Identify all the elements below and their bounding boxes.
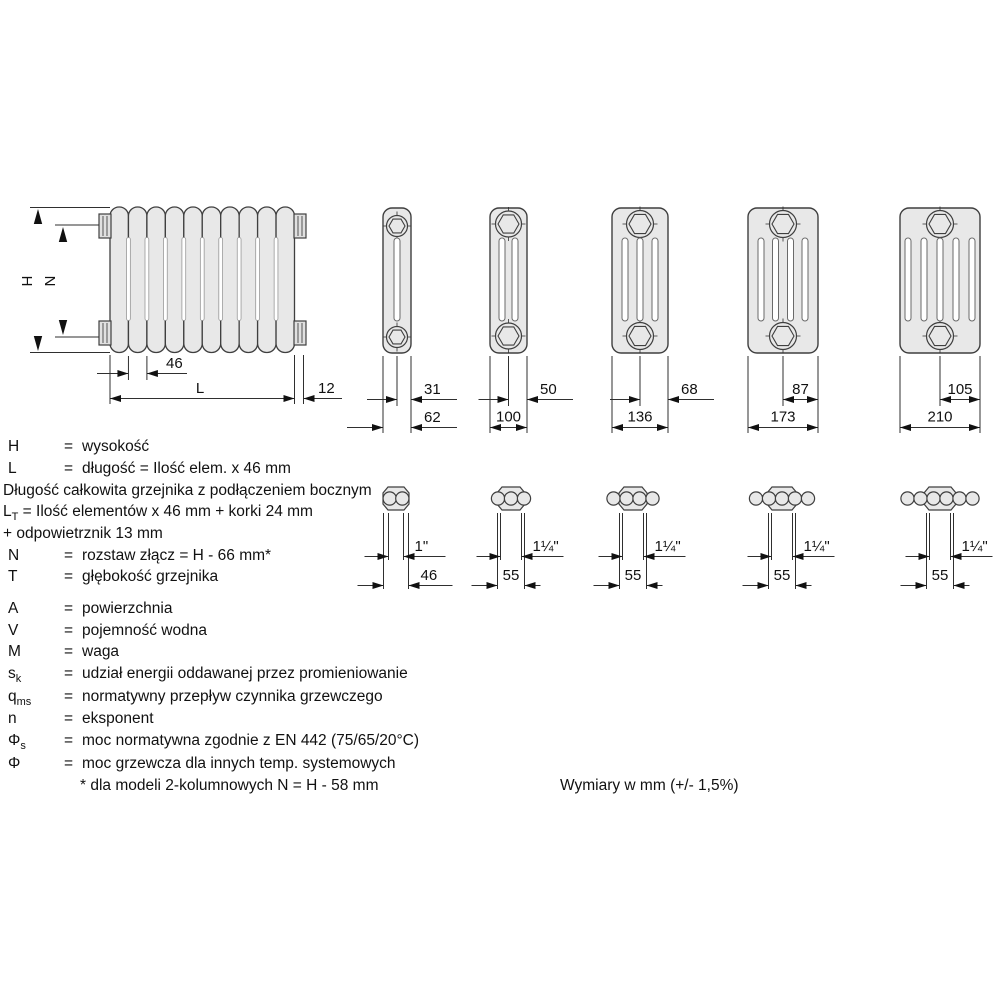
dim-label-width: 55 bbox=[931, 567, 949, 584]
legend-text: eksponent bbox=[82, 710, 154, 727]
legend-equals: = bbox=[64, 438, 74, 455]
dim-arrow bbox=[919, 553, 930, 560]
legend-text: normatywny przepływ czynnika grzewczego bbox=[82, 688, 383, 705]
section-slot bbox=[758, 238, 764, 321]
legend-row-L bbox=[0, 460, 560, 482]
radiator-tube bbox=[110, 207, 128, 353]
dim-arrow bbox=[954, 582, 965, 589]
dim-arrow bbox=[117, 370, 128, 377]
legend-symbol: M bbox=[8, 643, 21, 660]
dim-arrow bbox=[796, 582, 807, 589]
legend-row-LT bbox=[3, 503, 313, 523]
dim-arrow bbox=[498, 396, 509, 403]
legend-text: + odpowietrznik 13 mm bbox=[3, 525, 163, 542]
column-tube-circle bbox=[383, 492, 396, 505]
dim-label-half-depth: 105 bbox=[947, 381, 973, 398]
legend-equals: = bbox=[64, 732, 74, 749]
dim-label-height: H bbox=[18, 275, 35, 287]
legend-symbol: $s_k$ bbox=[8, 665, 22, 686]
section-slot bbox=[637, 238, 643, 321]
dim-arrow bbox=[411, 396, 422, 403]
dim-label-half-depth: 87 bbox=[792, 381, 809, 398]
legend-equals: = bbox=[64, 688, 74, 705]
legend-symbol: A bbox=[8, 600, 19, 617]
legend-text: moc grzewcza dla innych temp. systemowych bbox=[82, 755, 396, 772]
column-tube-circle bbox=[801, 492, 814, 505]
dim-arrow bbox=[609, 582, 620, 589]
dim-label-connection: 1¼" bbox=[654, 538, 681, 555]
legend-row-T bbox=[0, 568, 560, 590]
radiator-tube bbox=[202, 207, 220, 353]
dim-arrow bbox=[916, 582, 927, 589]
legend-row-footnote-2col bbox=[80, 777, 378, 795]
radiator-tube bbox=[276, 207, 294, 353]
section-slot bbox=[622, 238, 628, 321]
dim-arrow bbox=[951, 553, 962, 560]
section-slot bbox=[937, 238, 943, 321]
dim-arrow bbox=[372, 424, 383, 431]
side-connection-plug bbox=[99, 214, 111, 238]
radiator-tube bbox=[258, 207, 276, 353]
column-tube-circle bbox=[504, 492, 517, 505]
section-4-column bbox=[610, 207, 714, 434]
section-slot bbox=[953, 238, 959, 321]
column-tube-circle bbox=[749, 492, 762, 505]
legend-text: powierzchnia bbox=[82, 600, 173, 617]
column-tube-circle bbox=[646, 492, 659, 505]
section-2-column bbox=[347, 208, 457, 433]
legend-symbol: V bbox=[8, 622, 19, 639]
column-tube-circle bbox=[940, 492, 953, 505]
legend-text: wysokość bbox=[82, 438, 150, 455]
dim-arrow bbox=[793, 553, 804, 560]
legend-symbol: T bbox=[8, 568, 18, 585]
dim-arrow bbox=[900, 424, 911, 431]
dim-arrow bbox=[147, 370, 158, 377]
legend-row-sk bbox=[0, 665, 560, 687]
legend-equals: = bbox=[64, 710, 74, 727]
legend-equals: = bbox=[64, 460, 74, 477]
legend-row-M bbox=[0, 643, 560, 665]
section-slot bbox=[969, 238, 975, 321]
legend-symbol: N bbox=[8, 547, 20, 564]
column-tube-circle bbox=[762, 492, 775, 505]
radiator-tube bbox=[147, 207, 165, 353]
legend-symbol: $q_{ms}$ bbox=[8, 688, 32, 709]
column-tube-circle bbox=[788, 492, 801, 505]
section-slot bbox=[905, 238, 911, 321]
legend-equals: = bbox=[64, 665, 74, 682]
top-view-5-column bbox=[743, 487, 835, 589]
section-slot bbox=[499, 238, 505, 321]
radiator-tube bbox=[221, 207, 239, 353]
dim-arrow bbox=[110, 395, 121, 402]
tube-gap-slot bbox=[237, 238, 241, 321]
section-slot bbox=[921, 238, 927, 321]
dim-arrow bbox=[527, 396, 538, 403]
column-tube-circle bbox=[633, 492, 646, 505]
dim-arrow bbox=[629, 396, 640, 403]
tube-gap-slot bbox=[127, 238, 131, 321]
dim-label-half-depth: 50 bbox=[540, 381, 557, 398]
tube-gap-slot bbox=[145, 238, 149, 321]
radiator-tube bbox=[239, 207, 257, 353]
legend-symbol: $\Phi_s$ bbox=[8, 732, 26, 753]
tube-gap-slot bbox=[274, 238, 278, 321]
legend-equals: = bbox=[64, 600, 74, 617]
legend-text: głębokość grzejnika bbox=[82, 568, 219, 585]
n-arrow-down bbox=[59, 320, 67, 335]
legend-row-n bbox=[0, 710, 560, 732]
h-arrow-up bbox=[34, 209, 42, 224]
dim-label-element-width: 46 bbox=[166, 355, 183, 372]
dim-arrow bbox=[668, 396, 679, 403]
dim-arrow bbox=[761, 553, 772, 560]
legend-text: = Ilość elementów x 46 mm + korki 24 mm bbox=[18, 503, 313, 520]
legend-equals: = bbox=[64, 547, 74, 564]
dim-label-width: 46 bbox=[420, 567, 438, 584]
dim-label-full-depth: 136 bbox=[627, 408, 653, 426]
section-slot bbox=[652, 238, 658, 321]
legend-row-V bbox=[0, 622, 560, 644]
top-view-6-column bbox=[901, 487, 993, 589]
legend-equals: = bbox=[64, 643, 74, 660]
dim-arrow bbox=[612, 553, 623, 560]
legend-row-total-length bbox=[3, 482, 372, 500]
radiator-front-view bbox=[18, 207, 342, 404]
dim-label-width: 55 bbox=[624, 567, 642, 584]
legend-row-H bbox=[0, 438, 560, 460]
legend-text: pojemność wodna bbox=[82, 622, 207, 639]
section-5-column bbox=[748, 207, 818, 434]
section-6-column bbox=[900, 207, 980, 434]
dim-arrow bbox=[807, 424, 818, 431]
dim-arrow bbox=[657, 424, 668, 431]
dim-label-half-depth: 68 bbox=[681, 381, 698, 398]
legend-row-phi-s bbox=[0, 732, 560, 754]
side-connection-plug bbox=[294, 214, 306, 238]
legend-symbol: H bbox=[8, 438, 20, 455]
section-slot bbox=[788, 238, 794, 321]
legend-text: moc normatywna zgodnie z EN 442 (75/65/20°C) bbox=[82, 732, 420, 749]
h-arrow-down bbox=[34, 336, 42, 351]
column-tube-circle bbox=[491, 492, 504, 505]
section-slot bbox=[512, 238, 518, 321]
tube-gap-slot bbox=[219, 238, 223, 321]
side-connection-plug bbox=[294, 321, 306, 345]
section-3-column bbox=[479, 207, 574, 433]
column-tube-circle bbox=[927, 492, 940, 505]
legend-row-N bbox=[0, 547, 560, 569]
column-tube-circle bbox=[966, 492, 979, 505]
column-tube-circle bbox=[914, 492, 927, 505]
dim-arrow bbox=[411, 424, 422, 431]
dim-label-full-depth: 173 bbox=[770, 408, 796, 426]
legend-text: * dla modeli 2-kolumnowych N = H - 58 mm bbox=[80, 777, 379, 794]
legend-equals: = bbox=[64, 755, 74, 772]
n-arrow-up bbox=[59, 227, 67, 242]
column-tube-circle bbox=[396, 492, 409, 505]
legend-text: rozstaw złącz = H - 66 mm* bbox=[82, 547, 272, 564]
tube-gap-slot bbox=[182, 238, 186, 321]
dim-arrow bbox=[644, 553, 655, 560]
column-tube-circle bbox=[620, 492, 633, 505]
legend-symbol: Φ bbox=[8, 755, 21, 772]
dim-label-full-depth: 210 bbox=[927, 408, 953, 426]
dim-arrow bbox=[758, 582, 769, 589]
legend-symbol: n bbox=[8, 710, 17, 727]
dim-label-full-depth: 62 bbox=[424, 409, 441, 426]
column-tube-circle bbox=[953, 492, 966, 505]
legend-equals: = bbox=[64, 622, 74, 639]
radiator-tube bbox=[165, 207, 183, 353]
dimensions-note: Wymiary w mm (+/- 1,5%) bbox=[560, 777, 739, 794]
dim-arrow bbox=[612, 424, 623, 431]
legend-text: udział energii oddawanej przez promieniowanie bbox=[82, 665, 408, 682]
dim-label-full-depth: 100 bbox=[495, 408, 522, 426]
dim-label-connection: 1¼" bbox=[803, 538, 830, 555]
dim-label-half-depth: 31 bbox=[424, 381, 441, 398]
side-connection-plug bbox=[99, 321, 111, 345]
dim-label-length: L bbox=[195, 380, 205, 397]
dim-arrow bbox=[304, 395, 315, 402]
legend-symbol: $L_T$ bbox=[3, 503, 19, 524]
section-slot bbox=[802, 238, 808, 321]
legend-row-A bbox=[0, 600, 560, 622]
legend-symbol: L bbox=[8, 460, 17, 477]
column-tube-circle bbox=[517, 492, 530, 505]
dim-label-connection: 1¼" bbox=[532, 538, 559, 555]
tube-gap-slot bbox=[200, 238, 204, 321]
dim-label-connection: 1" bbox=[414, 538, 429, 555]
legend-row-qms bbox=[0, 688, 560, 710]
legend-equals: = bbox=[64, 568, 74, 585]
legend-text: długość = Ilość elem. x 46 mm bbox=[82, 460, 291, 477]
dim-label-end-offset: 12 bbox=[318, 380, 335, 397]
dim-arrow bbox=[386, 396, 397, 403]
section-slot bbox=[394, 238, 400, 321]
legend-row-phi bbox=[0, 755, 560, 777]
dim-label-connection: 1¼" bbox=[961, 538, 988, 555]
dim-arrow bbox=[748, 424, 759, 431]
top-view-4-column bbox=[594, 487, 686, 589]
column-tube-circle bbox=[901, 492, 914, 505]
dim-label-width: 55 bbox=[773, 567, 791, 584]
column-tube-circle bbox=[775, 492, 788, 505]
dim-arrow bbox=[647, 582, 658, 589]
legend-text: waga bbox=[82, 643, 120, 660]
column-tube-circle bbox=[607, 492, 620, 505]
dim-arrow bbox=[284, 395, 295, 402]
legend-text: Długość całkowita grzejnika z podłączeniem bocznym bbox=[3, 482, 372, 499]
section-slot bbox=[773, 238, 779, 321]
tube-gap-slot bbox=[256, 238, 260, 321]
dim-label-pitch: N bbox=[41, 275, 58, 287]
legend-row-vent bbox=[3, 525, 163, 543]
radiator-tube bbox=[184, 207, 202, 353]
dim-label-width: 55 bbox=[502, 567, 520, 584]
tube-gap-slot bbox=[163, 238, 167, 321]
dim-arrow bbox=[969, 424, 980, 431]
radiator-tube bbox=[128, 207, 146, 353]
